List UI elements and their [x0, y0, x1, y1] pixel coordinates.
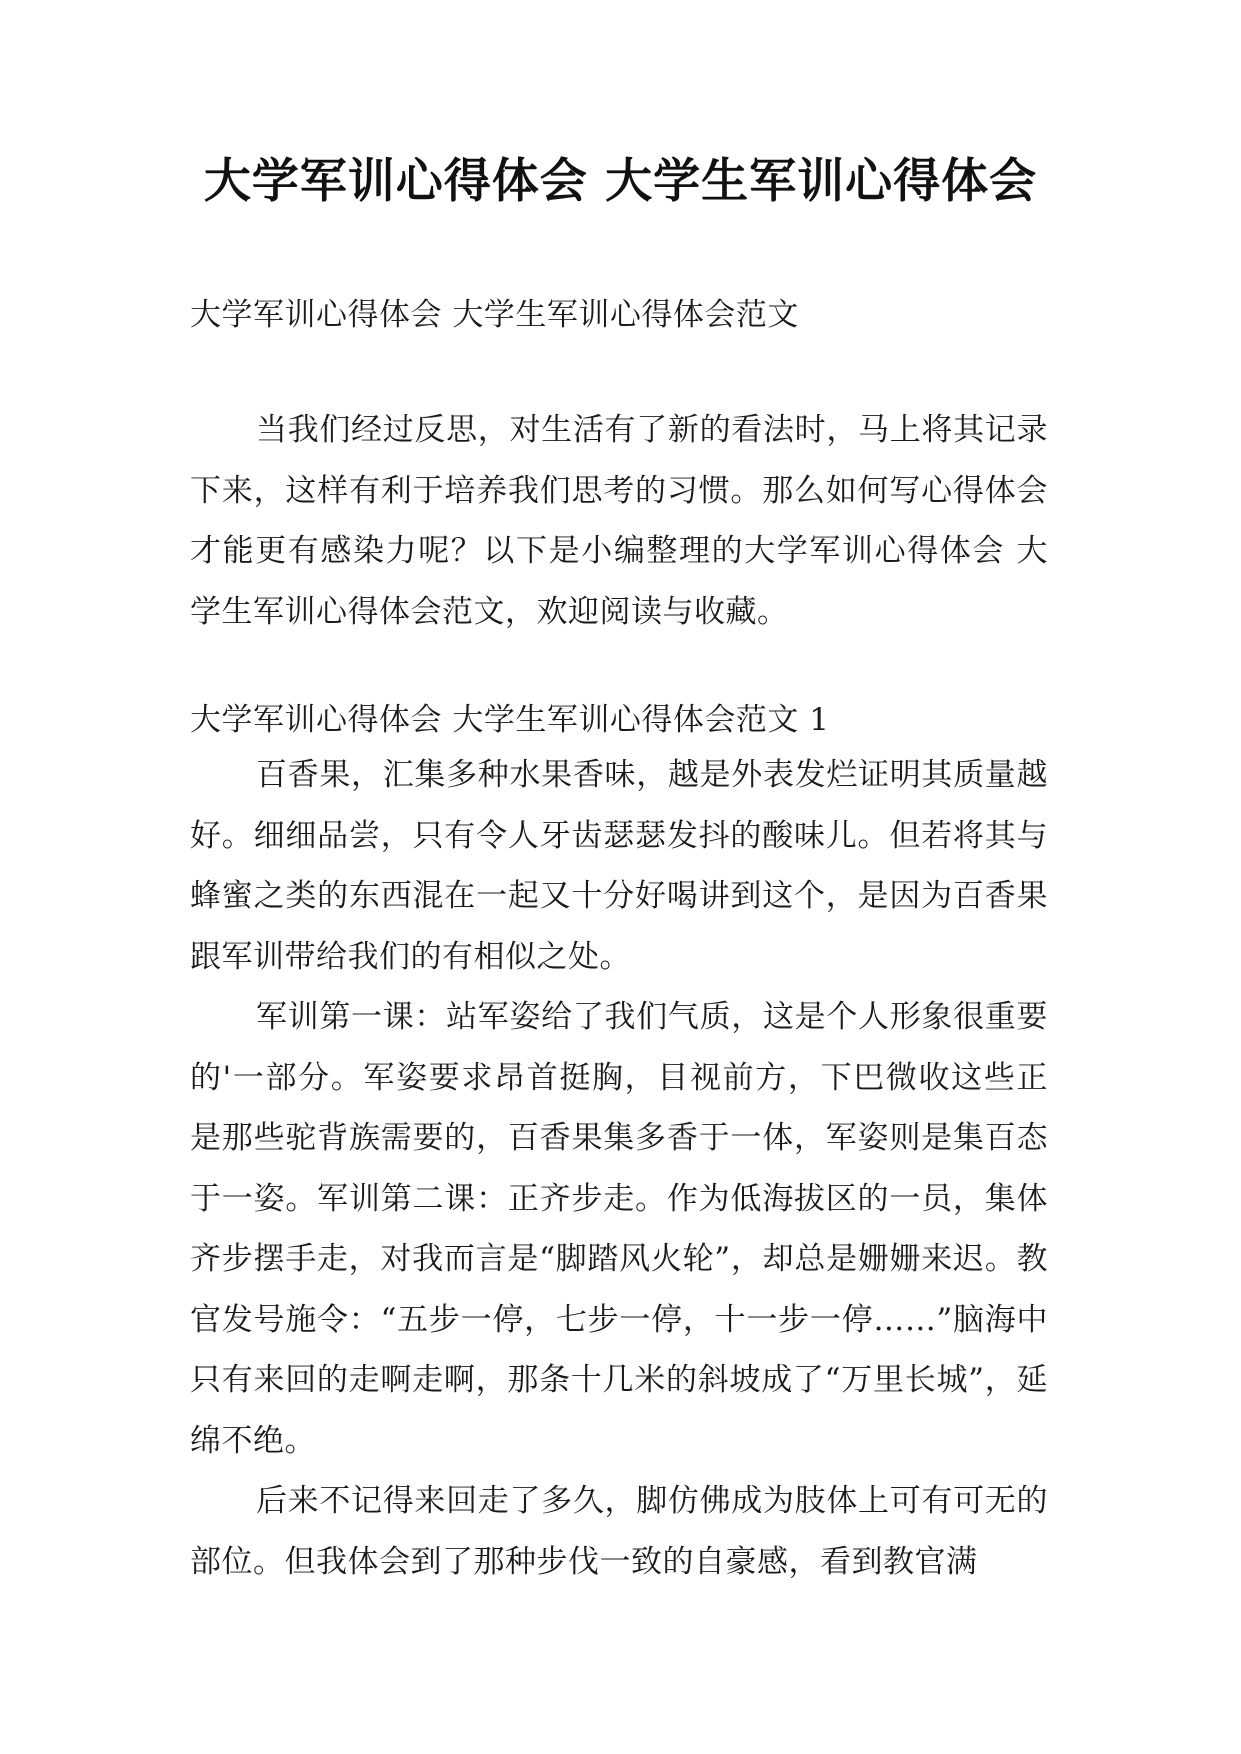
- body-paragraph: 百香果，汇集多种水果香味，越是外表发烂证明其质量越好。细细品尝，只有令人牙齿瑟瑟发抖的酸味儿。但若将其与蜂蜜之类的东西混在一起又十分好喝讲到这个，是因为百香果跟军训带给我们的有相似之处。: [190, 757, 1048, 975]
- body-paragraph: 后来不记得来回走了多久，脚仿佛成为肢体上可有可无的部位。但我体会到了那种步伐一致的自豪感，看到教官满: [190, 1483, 1048, 1580]
- section-body: [190, 745, 1048, 1592]
- section-heading: 大学军训心得体会 大学生军训心得体会范文 1: [190, 702, 830, 738]
- intro-paragraph: 当我们经过反思，对生活有了新的看法时，马上将其记录下来，这样有利于培养我们思考的习惯。那么如何写心得体会才能更有感染力呢？以下是小编整理的大学军训心得体会 大学生军训心得体会范文，欢迎阅读与收藏。: [190, 412, 1048, 630]
- document-title: 大学军训心得体会 大学生军训心得体会: [203, 154, 1038, 209]
- body-paragraph: 军训第一课：站军姿给了我们气质，这是个人形象很重要的'一部分。军姿要求昂首挺胸，目视前方，下巴微收这些正是那些驼背族需要的，百香果集多香于一体，军姿则是集百态于一姿。军训第二课：正齐步走。作为低海拔区的一员，集体齐步摆手走，对我而言是“脚踏风火轮”，却总是姗姗来迟。教官发号施令：“五步一停，七步一停，十一步一停……”脑海中只有来回的走啊走啊，那条十几米的斜坡成了“万里长城”，延绵不绝。: [190, 999, 1048, 1459]
- document-subtitle: 大学军训心得体会 大学生军训心得体会范文: [190, 297, 799, 333]
